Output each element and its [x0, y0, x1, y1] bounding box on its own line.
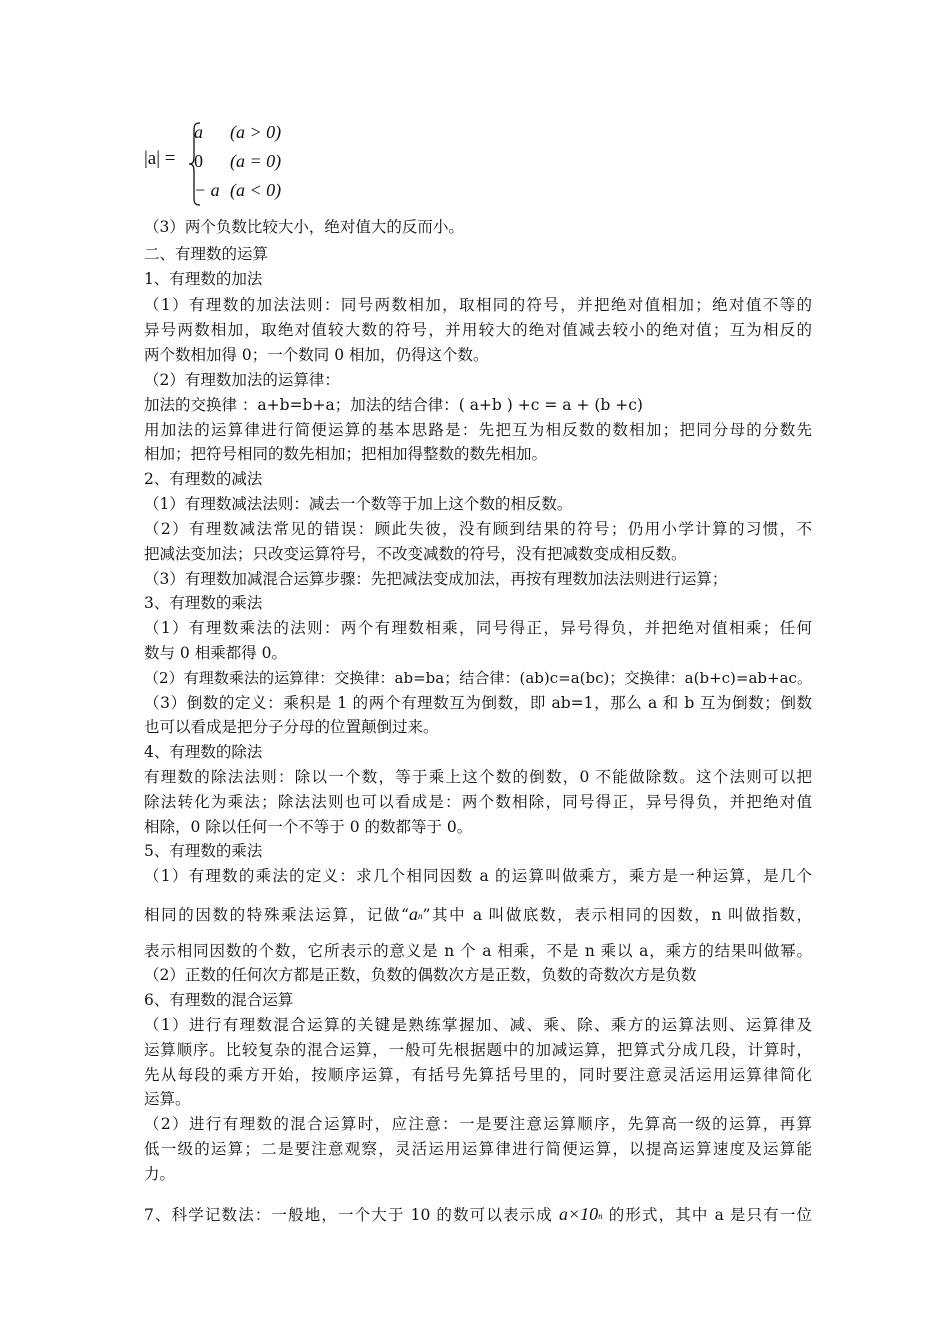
text-line: （1）有理数减法法则：减去一个数等于加上这个数的相反数。: [144, 495, 573, 513]
text-line: 力。: [144, 1165, 176, 1183]
text-line: 低一级的运算；二是要注意观察，灵活运用运算律进行简便运算，以提高运算速度及运算能: [144, 1140, 812, 1158]
text-line: 用加法的运算律进行简便运算的基本思路是：先把互为相反数的数相加；把同分母的分数先: [144, 421, 812, 439]
text-line: 相除，0 除以任何一个不等于 0 的数都等于 0。: [144, 818, 473, 836]
text-line: （2）进行有理数的混合运算时，应注意：一是要注意运算顺序，先算高一级的运算，再算: [144, 1115, 812, 1133]
text-line: （2）有理数减法常见的错误：顾此失彼，没有顾到结果的符号；仍用小学计算的习惯，不: [144, 520, 812, 538]
scientific-notation-line: 7、科学记数法：一般地，一个大于 10 的数可以表示成 a×10n 的形式，其中 a 是只有一位: [144, 1204, 812, 1224]
text-line: 也可以看成是把分子分母的位置颠倒过来。: [144, 718, 439, 736]
text-line: 运算。: [144, 1090, 191, 1108]
text-line: （1）进行有理数混合运算的关键是熟练掌握加、减、乘、除、乘方的运算法则、运算律及: [144, 1016, 812, 1034]
text-line: 相加；把符号相同的数先相加；把相加得整数的数先相加。: [144, 445, 548, 463]
text-line: （2）有理数乘法的运算律：交换律：ab=ba；结合律：(ab)c=a(bc)；交换律：a(b+c)=ab+ac。: [144, 669, 812, 687]
text-line: 除法转化为乘法；除法法则也可以看成是：两个数相除，同号得正，异号得负，并把绝对值: [144, 793, 812, 811]
power-exponent: n: [417, 911, 423, 921]
subsection-heading: 2、有理数的减法: [144, 470, 263, 488]
text-line: 有理数的除法法则：除以一个数，等于乘上这个数的倒数，0 不能做除数。这个法则可以把: [144, 768, 812, 786]
text-line: 两个数相加得 0；一个数同 0 相加，仍得这个数。: [144, 346, 489, 364]
subsection-heading: 6、有理数的混合运算: [144, 991, 294, 1009]
text-line: 异号两数相加，取绝对值较大数的符号，并用较大的绝对值减去较小的绝对值；互为相反的: [144, 321, 812, 339]
text-line: 数与 0 相乘都得 0。: [144, 644, 288, 662]
text-line: 加法的交换律 ：a+b=b+a；加法的结合律：( a+b ) +c = a + (b +c): [144, 396, 643, 414]
absolute-value-formula: [144, 118, 374, 210]
text-line: （3）倒数的定义：乘积是 1 的两个有理数互为倒数，即 ab=1，那么 a 和 b 互为倒数；倒数: [144, 694, 812, 712]
text-line: （3）两个负数比较大小，绝对值大的反而小。: [144, 218, 464, 236]
subsection-heading: 5、有理数的乘法: [144, 842, 263, 860]
power-notation-line: 相同的因数的特殊乘法运算，记做“an”其中 a 叫做底数，表示相同的因数，n 叫做指数，: [144, 904, 812, 924]
text-line: 运算顺序。比较复杂的混合运算，一般可先根据题中的加减运算，把算式分成几段，计算时，: [144, 1041, 812, 1059]
subsection-heading: 1、有理数的加法: [144, 270, 263, 288]
text-line: （2）正数的任何次方都是正数，负数的偶数次方是正数，负数的奇数次方是负数: [144, 966, 697, 984]
power-base: a: [408, 904, 418, 924]
text-line: （1）有理数的乘法的定义：求几个相同因数 a 的运算叫做乘方，乘方是一种运算，是几个: [144, 867, 812, 885]
sci-notation-math: a×10: [558, 1204, 599, 1224]
text-line: （2）有理数加法的运算律：: [144, 371, 340, 389]
formula-lhs: |a| =: [144, 148, 176, 169]
text-line: 先从每段的乘方开始，按顺序运算，有括号先算括号里的，同时要注意灵活运用运算律简化: [144, 1066, 812, 1084]
formula-case: a (a > 0): [194, 122, 282, 142]
subsection-heading: 3、有理数的乘法: [144, 594, 263, 612]
formula-case: 0 (a = 0): [194, 151, 282, 171]
text-line: （1）有理数乘法的法则：两个有理数相乘，同号得正，异号得负，并把绝对值相乘；任何: [144, 619, 812, 637]
text-line: 表示相同因数的个数，它所表示的意义是 n 个 a 相乘，不是 n 乘以 a，乘方的结果叫做幂。: [144, 942, 812, 960]
subsection-heading: 4、有理数的除法: [144, 743, 263, 761]
text-line: （1）有理数的加法法则：同号两数相加，取相同的符号，并把绝对值相加；绝对值不等的: [144, 296, 812, 314]
text-line: （3）有理数加减混合运算步骤：先把减法变成加法，再按有理数加法法则进行运算；: [144, 570, 728, 588]
text-line: 把减法变加法；只改变运算符号，不改变减数的符号，没有把减数变成相反数。: [144, 545, 687, 563]
section-heading: 二、有理数的运算: [144, 245, 269, 263]
formula-case: − a (a < 0): [194, 180, 282, 200]
sci-notation-exponent: n: [598, 1211, 603, 1221]
